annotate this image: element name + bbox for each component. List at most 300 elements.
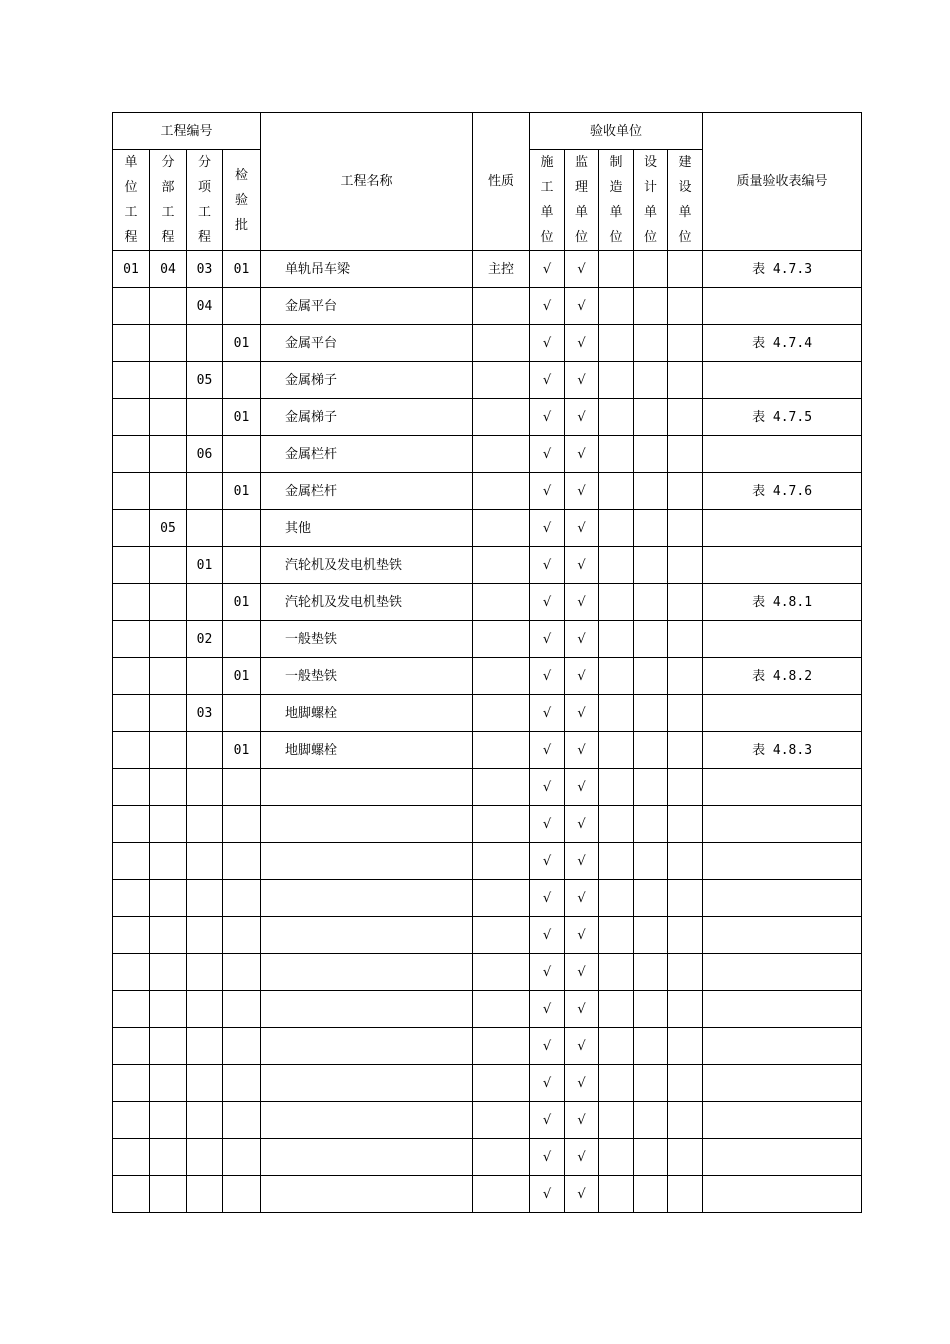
supervision-check-cell: √ [565,769,599,806]
subitem-project-cell [187,769,223,806]
manufacturing-check-cell [599,473,634,510]
division-project-cell [150,1176,187,1213]
division-project-cell [150,880,187,917]
table-row [113,584,862,621]
owner-check-cell [668,732,703,769]
header-project-name: 工程名称 [261,113,473,251]
quality-form-no-cell [703,769,862,806]
unit-project-cell [113,510,150,547]
design-check-cell [634,1065,668,1102]
manufacturing-check-cell [599,806,634,843]
supervision-check-cell: √ [565,1065,599,1102]
nature-cell [473,806,530,843]
header-design-unit: 设 计 单 位 [644,155,658,245]
table-row [113,399,862,436]
quality-form-no-cell [703,436,862,473]
project-name-cell [261,769,473,806]
owner-check-cell [668,695,703,732]
construction-check-cell: √ [530,510,565,547]
unit-project-cell [113,880,150,917]
header-construction-unit: 施 工 单 位 [540,155,554,245]
quality-form-no-cell: 表 4.8.2 [703,658,862,695]
quality-form-no-cell: 表 4.7.3 [703,251,862,288]
unit-project-cell [113,991,150,1028]
quality-form-no-cell [703,917,862,954]
table-row [113,621,862,658]
design-check-cell [634,251,668,288]
manufacturing-check-cell [599,954,634,991]
manufacturing-check-cell [599,436,634,473]
design-check-cell [634,658,668,695]
inspection-lot-cell [223,1065,261,1102]
design-check-cell [634,1139,668,1176]
table-body [113,251,862,1213]
supervision-check-cell: √ [565,325,599,362]
header-manufacturing-unit: 制 造 单 位 [609,155,623,245]
header-unit-project: 单 位 工 程 [124,155,138,245]
inspection-lot-cell [223,954,261,991]
project-name-cell: 汽轮机及发电机垫铁 [261,547,473,584]
division-project-cell [150,362,187,399]
quality-form-no-cell [703,954,862,991]
inspection-lot-cell [223,288,261,325]
manufacturing-check-cell [599,991,634,1028]
inspection-lot-cell [223,1102,261,1139]
supervision-check-cell: √ [565,473,599,510]
project-name-cell [261,1065,473,1102]
manufacturing-check-cell [599,362,634,399]
subitem-project-cell [187,991,223,1028]
manufacturing-check-cell [599,843,634,880]
construction-check-cell: √ [530,880,565,917]
header-quality-form-no: 质量验收表编号 [703,113,862,251]
quality-form-no-cell [703,1028,862,1065]
unit-project-cell [113,473,150,510]
owner-check-cell [668,584,703,621]
header-nature: 性质 [473,113,530,251]
division-project-cell [150,806,187,843]
supervision-check-cell: √ [565,732,599,769]
supervision-check-cell: √ [565,880,599,917]
design-check-cell [634,510,668,547]
supervision-check-cell: √ [565,251,599,288]
subitem-project-cell [187,399,223,436]
inspection-lot-cell [223,917,261,954]
table-row [113,695,862,732]
construction-check-cell: √ [530,769,565,806]
quality-form-no-cell [703,1176,862,1213]
quality-form-no-cell [703,843,862,880]
nature-cell [473,399,530,436]
manufacturing-check-cell [599,769,634,806]
inspection-lot-cell [223,436,261,473]
division-project-cell [150,1065,187,1102]
design-check-cell [634,917,668,954]
design-check-cell [634,991,668,1028]
unit-project-cell [113,547,150,584]
subitem-project-cell [187,917,223,954]
subitem-project-cell [187,325,223,362]
table-row [113,954,862,991]
supervision-check-cell: √ [565,436,599,473]
division-project-cell [150,769,187,806]
division-project-cell [150,473,187,510]
owner-check-cell [668,436,703,473]
division-project-cell [150,954,187,991]
inspection-lot-cell: 01 [223,399,261,436]
supervision-check-cell: √ [565,843,599,880]
supervision-check-cell: √ [565,1176,599,1213]
manufacturing-check-cell [599,621,634,658]
manufacturing-check-cell [599,288,634,325]
header-inspection-lot: 检 验 批 [235,167,249,233]
subitem-project-cell [187,473,223,510]
construction-check-cell: √ [530,473,565,510]
unit-project-cell [113,399,150,436]
inspection-lot-cell [223,362,261,399]
design-check-cell [634,288,668,325]
design-check-cell [634,621,668,658]
inspection-lot-cell [223,1176,261,1213]
construction-check-cell: √ [530,288,565,325]
quality-form-no-cell [703,621,862,658]
inspection-lot-cell [223,510,261,547]
quality-form-no-cell [703,547,862,584]
inspection-lot-cell [223,547,261,584]
division-project-cell [150,547,187,584]
supervision-check-cell: √ [565,1028,599,1065]
table-row [113,510,862,547]
construction-check-cell: √ [530,991,565,1028]
division-project-cell [150,399,187,436]
project-name-cell [261,1028,473,1065]
supervision-check-cell: √ [565,695,599,732]
subitem-project-cell: 05 [187,362,223,399]
design-check-cell [634,1176,668,1213]
division-project-cell [150,695,187,732]
construction-check-cell: √ [530,658,565,695]
inspection-lot-cell: 01 [223,658,261,695]
project-name-cell: 金属梯子 [261,399,473,436]
inspection-lot-cell: 01 [223,251,261,288]
quality-form-no-cell: 表 4.7.4 [703,325,862,362]
manufacturing-check-cell [599,917,634,954]
design-check-cell [634,732,668,769]
project-name-cell [261,1102,473,1139]
design-check-cell [634,843,668,880]
construction-check-cell: √ [530,621,565,658]
nature-cell [473,843,530,880]
supervision-check-cell: √ [565,547,599,584]
manufacturing-check-cell [599,251,634,288]
project-name-cell [261,1176,473,1213]
construction-check-cell: √ [530,251,565,288]
construction-check-cell: √ [530,732,565,769]
owner-check-cell [668,1102,703,1139]
unit-project-cell [113,436,150,473]
owner-check-cell [668,1176,703,1213]
supervision-check-cell: √ [565,806,599,843]
owner-check-cell [668,658,703,695]
table-row [113,1028,862,1065]
nature-cell [473,658,530,695]
project-name-cell [261,954,473,991]
subitem-project-cell [187,732,223,769]
manufacturing-check-cell [599,732,634,769]
nature-cell [473,1028,530,1065]
quality-form-no-cell: 表 4.7.5 [703,399,862,436]
design-check-cell [634,362,668,399]
division-project-cell [150,917,187,954]
inspection-lot-cell [223,843,261,880]
division-project-cell [150,732,187,769]
unit-project-cell [113,954,150,991]
construction-check-cell: √ [530,1139,565,1176]
project-name-cell: 地脚螺栓 [261,695,473,732]
nature-cell [473,473,530,510]
construction-check-cell: √ [530,436,565,473]
unit-project-cell: 01 [113,251,150,288]
nature-cell [473,991,530,1028]
subitem-project-cell [187,1028,223,1065]
inspection-lot-cell [223,769,261,806]
owner-check-cell [668,991,703,1028]
subitem-project-cell: 03 [187,251,223,288]
subitem-project-cell [187,1139,223,1176]
table-row [113,880,862,917]
project-name-cell [261,843,473,880]
nature-cell [473,917,530,954]
inspection-lot-cell: 01 [223,325,261,362]
construction-check-cell: √ [530,843,565,880]
quality-form-no-cell [703,1065,862,1102]
owner-check-cell [668,880,703,917]
subitem-project-cell [187,1102,223,1139]
division-project-cell [150,991,187,1028]
manufacturing-check-cell [599,399,634,436]
subitem-project-cell [187,806,223,843]
manufacturing-check-cell [599,1065,634,1102]
inspection-lot-cell [223,1139,261,1176]
design-check-cell [634,584,668,621]
project-name-cell [261,917,473,954]
inspection-lot-cell [223,806,261,843]
owner-check-cell [668,547,703,584]
subitem-project-cell [187,584,223,621]
unit-project-cell [113,1028,150,1065]
subitem-project-cell: 06 [187,436,223,473]
table-row [113,1139,862,1176]
design-check-cell [634,325,668,362]
nature-cell: 主控 [473,251,530,288]
design-check-cell [634,954,668,991]
owner-check-cell [668,917,703,954]
header-acceptance-units: 验收单位 [530,113,703,150]
subitem-project-cell: 04 [187,288,223,325]
header-subitem-project: 分 项 工 程 [197,155,211,245]
subitem-project-cell [187,843,223,880]
project-name-cell: 金属平台 [261,325,473,362]
project-name-cell: 一般垫铁 [261,621,473,658]
supervision-check-cell: √ [565,621,599,658]
division-project-cell [150,288,187,325]
unit-project-cell [113,288,150,325]
nature-cell [473,510,530,547]
manufacturing-check-cell [599,658,634,695]
quality-form-no-cell [703,806,862,843]
quality-form-no-cell [703,362,862,399]
quality-form-no-cell: 表 4.7.6 [703,473,862,510]
supervision-check-cell: √ [565,991,599,1028]
design-check-cell [634,473,668,510]
construction-check-cell: √ [530,695,565,732]
project-name-cell [261,1139,473,1176]
construction-check-cell: √ [530,954,565,991]
design-check-cell [634,880,668,917]
header-project-code: 工程编号 [113,113,261,150]
subitem-project-cell [187,510,223,547]
table-row [113,769,862,806]
table-row [113,362,862,399]
project-name-cell: 地脚螺栓 [261,732,473,769]
header-division-project: 分 部 工 程 [161,155,175,245]
manufacturing-check-cell [599,325,634,362]
construction-check-cell: √ [530,1065,565,1102]
manufacturing-check-cell [599,695,634,732]
project-name-cell: 金属平台 [261,288,473,325]
manufacturing-check-cell [599,1102,634,1139]
quality-form-no-cell: 表 4.8.3 [703,732,862,769]
unit-project-cell [113,843,150,880]
supervision-check-cell: √ [565,1139,599,1176]
nature-cell [473,732,530,769]
table-row [113,1102,862,1139]
owner-check-cell [668,954,703,991]
quality-form-no-cell [703,991,862,1028]
project-name-cell [261,806,473,843]
design-check-cell [634,1028,668,1065]
unit-project-cell [113,658,150,695]
nature-cell [473,1102,530,1139]
owner-check-cell [668,362,703,399]
unit-project-cell [113,1139,150,1176]
owner-check-cell [668,1065,703,1102]
unit-project-cell [113,362,150,399]
construction-check-cell: √ [530,1102,565,1139]
table-row [113,843,862,880]
owner-check-cell [668,510,703,547]
nature-cell [473,584,530,621]
project-name-cell: 汽轮机及发电机垫铁 [261,584,473,621]
quality-form-no-cell [703,1139,862,1176]
unit-project-cell [113,732,150,769]
unit-project-cell [113,621,150,658]
division-project-cell: 05 [150,510,187,547]
table-row [113,1065,862,1102]
manufacturing-check-cell [599,1028,634,1065]
division-project-cell [150,1139,187,1176]
unit-project-cell [113,695,150,732]
owner-check-cell [668,251,703,288]
project-name-cell [261,991,473,1028]
manufacturing-check-cell [599,1139,634,1176]
unit-project-cell [113,917,150,954]
quality-form-no-cell [703,880,862,917]
inspection-lot-cell [223,880,261,917]
table-row [113,473,862,510]
table-row [113,325,862,362]
supervision-check-cell: √ [565,917,599,954]
project-name-cell [261,880,473,917]
subitem-project-cell: 01 [187,547,223,584]
supervision-check-cell: √ [565,362,599,399]
unit-project-cell [113,1102,150,1139]
division-project-cell [150,843,187,880]
owner-check-cell [668,1139,703,1176]
header-supervision-unit: 监 理 单 位 [575,155,589,245]
project-name-cell: 单轨吊车梁 [261,251,473,288]
nature-cell [473,1065,530,1102]
subitem-project-cell [187,954,223,991]
project-name-cell: 金属梯子 [261,362,473,399]
supervision-check-cell: √ [565,954,599,991]
construction-check-cell: √ [530,917,565,954]
design-check-cell [634,436,668,473]
supervision-check-cell: √ [565,658,599,695]
subitem-project-cell [187,1176,223,1213]
nature-cell [473,362,530,399]
table-row [113,658,862,695]
table-row [113,547,862,584]
supervision-check-cell: √ [565,288,599,325]
table-row [113,1176,862,1213]
design-check-cell [634,1102,668,1139]
owner-check-cell [668,473,703,510]
subitem-project-cell [187,880,223,917]
division-project-cell [150,1028,187,1065]
owner-check-cell [668,1028,703,1065]
division-project-cell [150,1102,187,1139]
unit-project-cell [113,806,150,843]
subitem-project-cell [187,1065,223,1102]
project-name-cell: 金属栏杆 [261,436,473,473]
division-project-cell [150,436,187,473]
supervision-check-cell: √ [565,584,599,621]
nature-cell [473,288,530,325]
unit-project-cell [113,769,150,806]
division-project-cell [150,584,187,621]
subitem-project-cell: 03 [187,695,223,732]
supervision-check-cell: √ [565,510,599,547]
acceptance-index-table [112,112,862,1213]
division-project-cell [150,325,187,362]
project-name-cell: 其他 [261,510,473,547]
unit-project-cell [113,1065,150,1102]
construction-check-cell: √ [530,1176,565,1213]
nature-cell [473,547,530,584]
design-check-cell [634,399,668,436]
construction-check-cell: √ [530,399,565,436]
nature-cell [473,436,530,473]
design-check-cell [634,547,668,584]
manufacturing-check-cell [599,584,634,621]
inspection-lot-cell [223,991,261,1028]
inspection-lot-cell: 01 [223,473,261,510]
quality-form-no-cell [703,288,862,325]
table-row [113,251,862,288]
manufacturing-check-cell [599,880,634,917]
division-project-cell: 04 [150,251,187,288]
